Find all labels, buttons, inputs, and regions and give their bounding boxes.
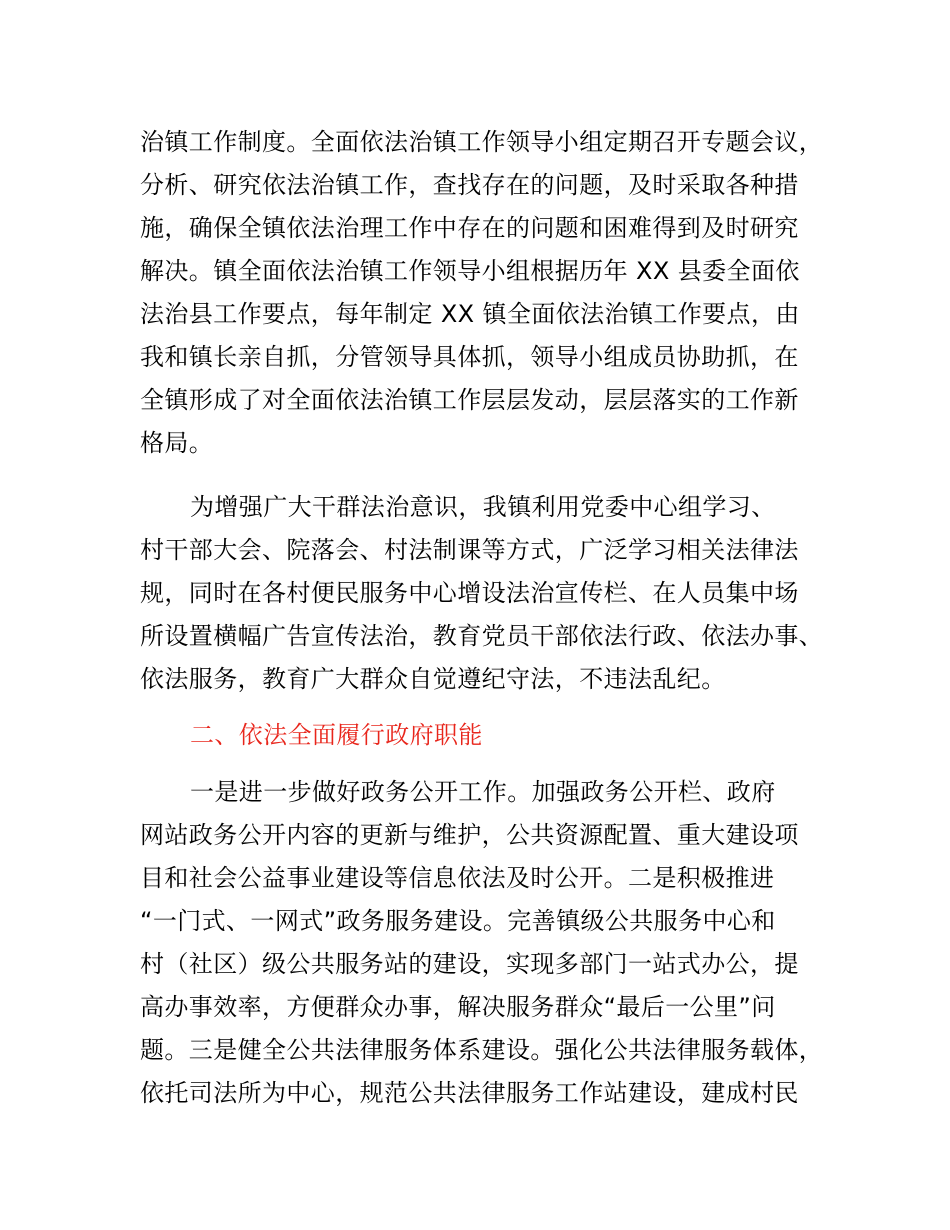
paragraph-line: 一是进一步做好政务公开工作。加强政务公开栏、政府 <box>190 778 776 806</box>
paragraph-line: 规，同时在各村便民服务中心增设法治宣传栏、在人员集中场 <box>140 579 799 607</box>
section-heading: 二、依法全面履行政府职能 <box>190 721 483 749</box>
paragraph-line: “一门式、一网式”政务服务建设。完善镇级公共服务中心和 <box>140 907 776 935</box>
paragraph-line: 施，确保全镇依法治理工作中存在的问题和困难得到及时研究 <box>140 214 799 242</box>
paragraph-line: 全镇形成了对全面依法治镇工作层层发动，层层落实的工作新 <box>140 386 799 414</box>
paragraph-line: 依托司法所为中心，规范公共法律服务工作站建设，建成村民 <box>140 1079 799 1107</box>
paragraph-line: 格局。 <box>140 429 214 457</box>
paragraph-line: 目和社会公益事业建设等信息依法及时公开。二是积极推进 <box>140 864 775 892</box>
paragraph-line: 所设置横幅广告宣传法治，教育党员干部依法行政、依法办事、 <box>140 622 824 650</box>
paragraph-line: 网站政务公开内容的更新与维护，公共资源配置、重大建设项 <box>140 821 799 849</box>
paragraph-line: 题。三是健全公共法律服务体系建设。强化公共法律服务载体， <box>140 1036 824 1064</box>
paragraph-line: 解决。镇全面依法治镇工作领导小组根据历年 XX 县委全面依 <box>140 257 800 285</box>
paragraph-line: 治镇工作制度。全面依法治镇工作领导小组定期召开专题会议， <box>140 128 824 156</box>
paragraph-line: 村（社区）级公共服务站的建设，实现多部门一站式办公，提 <box>140 950 799 978</box>
paragraph-2 <box>140 486 840 701</box>
section-heading-block <box>140 714 840 757</box>
paragraph-line: 我和镇长亲自抓，分管领导具体抓，领导小组成员协助抓，在 <box>140 343 799 371</box>
paragraph-line: 村干部大会、院落会、村法制课等方式，广泛学习相关法律法 <box>140 536 799 564</box>
paragraph-1 <box>140 121 840 465</box>
paragraph-line: 为增强广大干群法治意识，我镇利用党委中心组学习、 <box>190 493 776 521</box>
paragraph-line: 法治县工作要点，每年制定 XX 镇全面依法治镇工作要点，由 <box>140 300 800 328</box>
paragraph-line: 高办事效率，方便群众办事，解决服务群众“最后一公里”问 <box>140 993 776 1021</box>
paragraph-line: 分析、研究依法治镇工作，查找存在的问题，及时采取各种措 <box>140 171 799 199</box>
paragraph-3 <box>140 771 840 1115</box>
paragraph-line: 依法服务，教育广大群众自觉遵纪守法，不违法乱纪。 <box>140 665 726 693</box>
